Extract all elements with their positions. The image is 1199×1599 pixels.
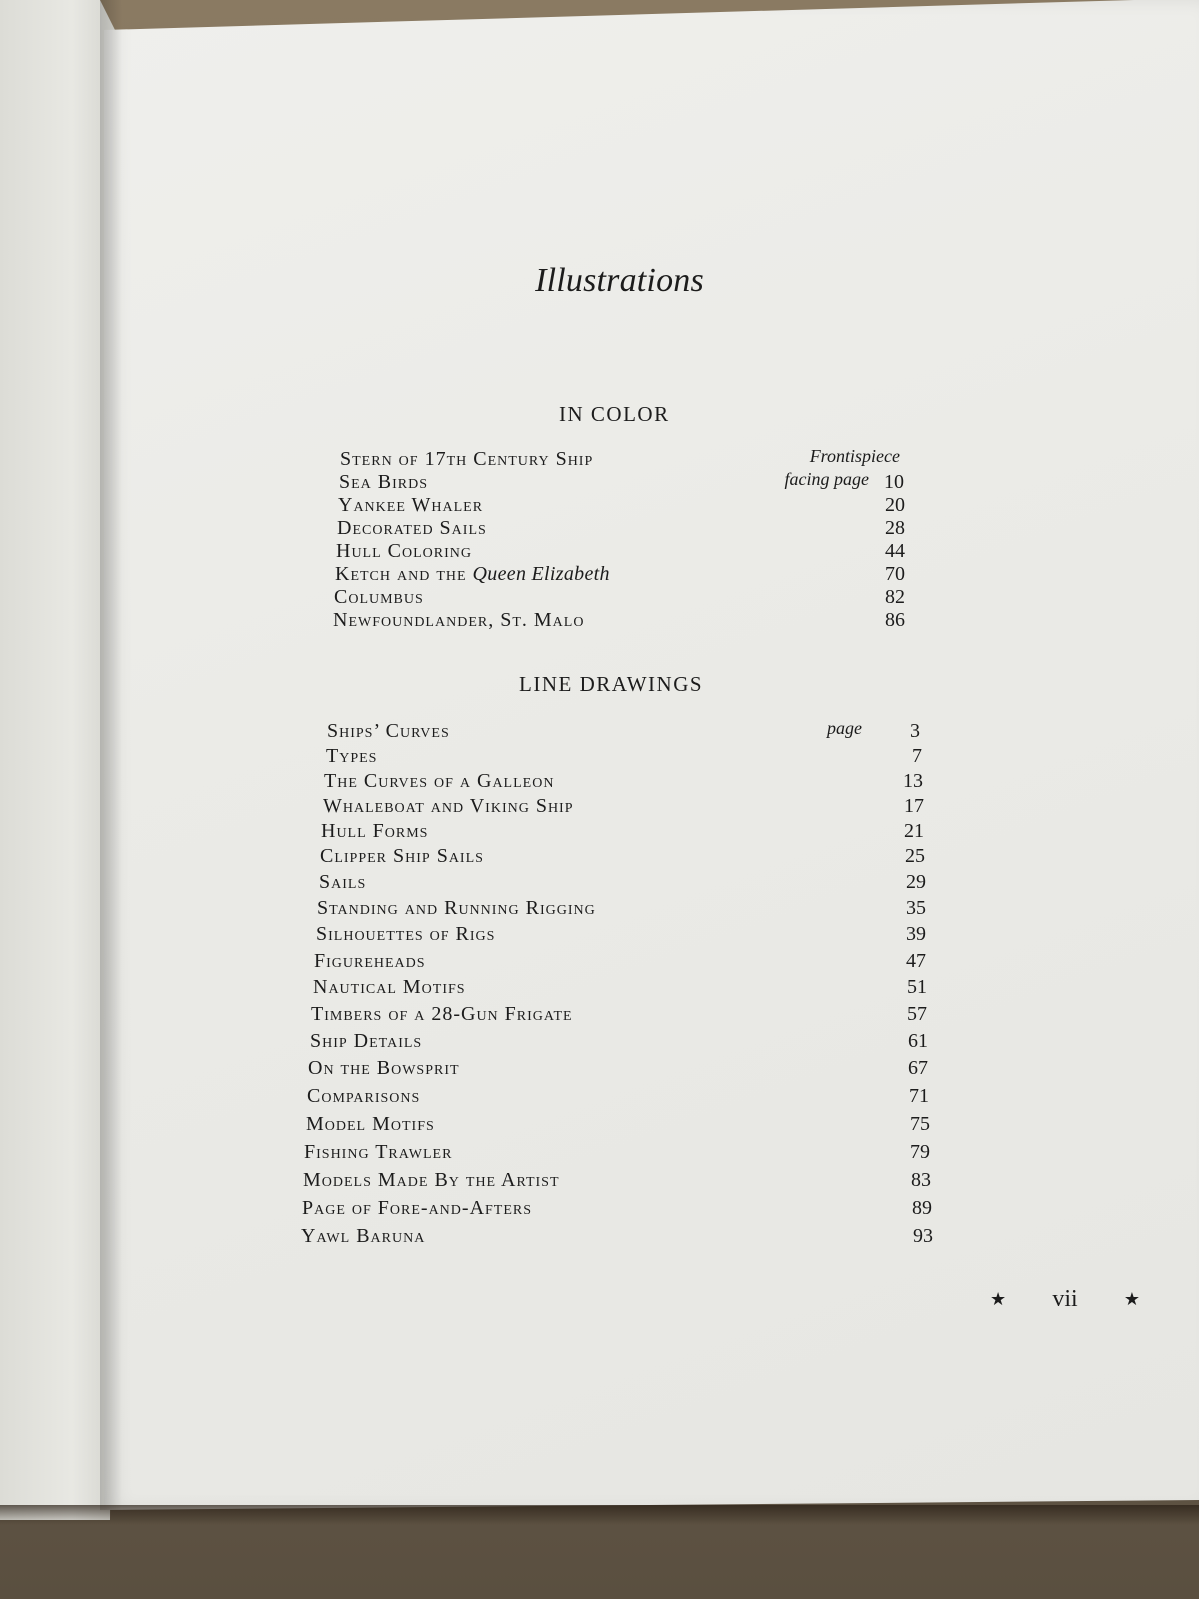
entry-title: Models Made By the Artist [303,1169,560,1191]
section-heading-line-drawings: LINE DRAWINGS [519,672,704,696]
entry-title-italic: Queen Elizabeth [472,563,610,585]
page-number-ref: 28 [885,517,905,539]
entry-note: facing page [784,469,869,489]
page-number: vii [1052,1286,1078,1312]
page-number-ref: 47 [906,950,926,972]
entry-title: Sea Birds [339,471,429,493]
entry-title: On the Bowsprit [308,1057,460,1079]
section-heading-in-color: IN COLOR [559,402,670,426]
entry-title: Nautical Motifs [313,976,466,998]
entry-note: page [827,718,862,738]
entry-title: Ship Details [310,1030,423,1052]
entry-title: Hull Coloring [336,540,472,562]
entry-title: Whaleboat and Viking Ship [323,795,574,817]
entry-title: Clipper Ship Sails [320,845,484,867]
book-page [104,0,1199,1510]
entry-title: Newfoundlander, St. Malo [333,609,585,631]
entry-title: Fishing Trawler [304,1141,453,1163]
page-number-ref: 79 [910,1141,930,1163]
page-number-ref: 44 [885,540,905,562]
page-number-ref: 86 [885,609,905,631]
page-number-ref: 51 [907,976,927,998]
entry-title: Standing and Running Rigging [317,897,596,919]
page-number-ref: 75 [910,1113,930,1135]
entry-title: Types [326,745,378,767]
entry-title: Timbers of a 28-Gun Frigate [311,1003,573,1025]
entry-title: Model Motifs [306,1113,435,1135]
page-number-ref: 13 [903,770,923,792]
page-number-ref: 70 [885,563,905,585]
page-number-ref: 93 [913,1225,933,1247]
page-number-ref: 39 [906,923,926,945]
page-number-ref: 67 [908,1057,928,1079]
page-number-ref: 29 [906,871,926,893]
entry-title: Figureheads [314,950,426,972]
page-number-ref: 7 [912,745,922,767]
entry-title: Stern of 17th Century Ship [340,448,594,470]
entry-title: Page of Fore-and-Afters [302,1197,533,1219]
page-gutter-shadow [100,0,122,1510]
star-ornament-icon: ★ [990,1289,1007,1309]
entry-title: Decorated Sails [337,517,487,539]
entry-title: Sails [319,871,367,893]
page-number-ref: 71 [909,1085,929,1107]
page-number-ref: 57 [907,1003,927,1025]
page-number-ref: 35 [906,897,926,919]
entry-title: Yawl Baruna [301,1225,426,1247]
entry-title-text: Ketch and the [335,563,473,585]
entry-title: Hull Forms [321,820,429,842]
entry-title: Ships’ Curves [327,720,450,742]
star-ornament-icon: ★ [1123,1289,1140,1309]
entry-title: Yankee Whaler [338,494,484,516]
page-title: Illustrations [535,262,704,299]
page-number-ref: 3 [910,720,920,742]
page-bottom-shadow [0,1505,1199,1525]
page-number-ref: 82 [885,586,905,608]
entry-title: Comparisons [307,1085,421,1107]
page-number-ref: 89 [912,1197,932,1219]
page-number-ref: 17 [904,795,924,817]
entry-title: Silhouettes of Rigs [316,923,496,945]
entry-title [335,563,610,586]
page-folio [990,1286,1140,1313]
page-number-ref: 21 [904,820,924,842]
page-number-ref: 83 [911,1169,931,1191]
entry-title: Columbus [334,586,424,608]
page-number-ref: 61 [908,1030,928,1052]
page-number-ref: 20 [885,494,905,516]
entry-note: Frontispiece [809,446,900,466]
page-number-ref: 10 [884,471,904,493]
entry-title: The Curves of a Galleon [324,770,555,792]
page-number-ref: 25 [905,845,925,867]
